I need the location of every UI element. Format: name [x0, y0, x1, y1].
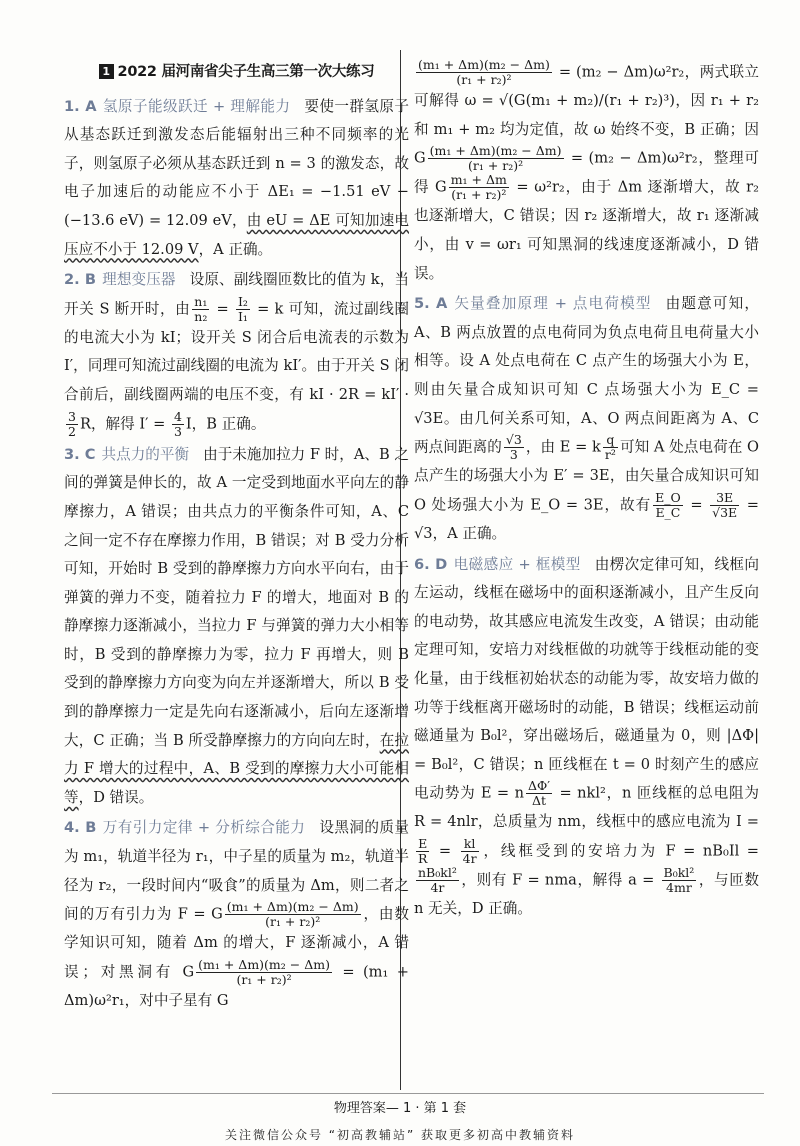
answer-2-frac-1: $\frac{\text{n₁}}{\text{n₂}}$ — [194, 293, 208, 324]
answer-6-text-5: ，则有 F = nma，解得 a = — [460, 871, 660, 889]
answer-3 — [64, 441, 409, 813]
answer-6-text-4: ，线框受到的安培力为 F = nB₀Il = — [480, 842, 759, 860]
answer-4-frac-5: $\frac{\text{m₁ + Δm}}{\text{(r₁ + r₂)²}}$ — [450, 172, 507, 203]
answer-1-number: 1. A — [64, 97, 97, 115]
answer-2-number: 2. B — [64, 271, 97, 289]
right-column — [414, 58, 759, 926]
answer-4 — [64, 814, 409, 1015]
answer-5 — [414, 290, 759, 548]
answer-2-text-4: I，B 正确。 — [185, 415, 266, 433]
answer-6-text-3: = — [431, 842, 459, 860]
answer-4-continued — [414, 58, 759, 288]
set-number-badge: 1 — [99, 64, 114, 79]
answer-6-frac-3: $\frac{kl}{4r}$ — [462, 836, 477, 867]
answer-4-text-5: = (m₂ − Δm)ω²r₂，整理可得 G — [414, 149, 759, 196]
answer-6 — [414, 551, 759, 924]
answer-5-frac-3: $\frac{E\_O}{E\_C}$ — [655, 489, 681, 520]
answer-6-frac-5: $\frac{\text{B₀kl²}}{4mr}$ — [663, 865, 695, 896]
answer-4-frac-4: $\frac{\text{(m₁ + Δm)(m₂ − Δm)}}{\text{(r₁ + r₂)²}}$ — [429, 143, 562, 174]
page-title — [64, 58, 409, 87]
answer-6-frac-4: $\frac{\text{nB₀kl²}}{4r}$ — [418, 865, 457, 896]
answer-5-text-3: 可知 A 处点电荷在 O 点产生的场强大小为 E′ = 3E，由矢量合成知识可知 O 处场强大小为 E_O = 3E，故有 — [414, 438, 759, 514]
answer-4-text-4: = (m₂ − Δm)ω²r₂，两式联立可解得 ω = √(G(m₁ + m₂)/(r₁ + r₂)³)，因 r₁ + r₂ 和 m₁ + m₂ 均为定值，故 ω 始终不变，B 正确；因 G — [414, 63, 759, 167]
answer-1-body: 要使一群氢原子从基态跃迁到激发态后能辐射出三种不同频率的光子，则氢原子必须从基态跃迁到 n = 3 的激发态，故电子加速后的动能应不小于 ΔE₁ = −1.51 eV − (−13.6 eV) = 12.09 eV， — [64, 97, 409, 229]
answer-5-frac-4: $\frac{3E}{√3E}$ — [712, 489, 738, 520]
answer-2-frac-2: $\frac{\text{I₂}}{\text{I₁}}$ — [237, 293, 248, 324]
answer-5-text-5: = √3，A 正确。 — [414, 496, 759, 542]
answer-page — [52, 58, 764, 1098]
answer-1 — [64, 93, 409, 265]
answer-4-text-6: = ω²r₂，由于 Δm 逐渐增大，故 r₂ 也逐渐增大，C 错误；因 r₂ 逐渐增大，故 r₁ 逐渐减小，由 v = ωr₁ 可知黑洞的线速度逐渐减小，D 错误。 — [414, 178, 759, 282]
answer-5-text-4: = — [684, 496, 709, 514]
answer-2 — [64, 266, 409, 439]
answer-5-frac-1: $\frac{√3}{3}$ — [505, 432, 522, 463]
answer-1-wavy-underline: 由 eU = ΔE 可知加速电压应不小于 12.09 V — [64, 211, 409, 258]
answer-2-text-3: R，解得 I′ = — [79, 415, 170, 433]
answer-4-frac-neutron: $\frac{\text{(m₁ + Δm)(m₂ − Δm)}}{\text{(r₁ + r₂)²}}$ — [418, 57, 550, 87]
answer-6-text-1: 由楞次定律可知，线框向左运动，线框在磁场中的面积逐渐减小，且产生反向的电动势，故其感应电流发生改变，A 错误；由动能定理可知，安培力对线框做的功就等于线框动能的变化量，由于线框初始状态的动能为零，故安培力做的功等于线框离开磁场时的动能，B 错误；线框运动前磁通量为 B₀l²，穿出磁场后，磁通量为 0，则 |ΔΦ| = B₀l²，C 错误；n 匝线框在 t = 0 时刻产生的感应电动势为 E = n — [414, 555, 759, 802]
answer-4-frac-gravity: $\frac{\text{(m₁ + Δm)(m₂ − Δm)}}{\text{(r₁ + r₂)²}}$ — [226, 899, 359, 930]
answer-3-topic: 共点力的平衡 — [101, 445, 190, 463]
page-footer: 物理答案— 1 · 第 1 套 — [333, 1101, 467, 1116]
answer-2-text-2: = k 可知，流过副线圈的电流大小为 kI；设开关 S 闭合后电流表的示数为 I′，同理可知流过副线圈的电流为 kI′。由于开关 S 闭合前后，副线圈两端的电压不变，有 kI · 2R = kI′ · — [64, 300, 410, 404]
answer-4-text-3: = (m₁ + Δm)ω²r₁，对中子星有 G — [64, 963, 409, 1009]
answer-4-frac-blackhole: $\frac{\text{(m₁ + Δm)(m₂ − Δm)}}{\text{(r₁ + r₂)²}}$ — [198, 956, 330, 987]
answer-2-frac-3: $\frac{3}{2}$ — [68, 408, 76, 439]
answer-5-frac-2: $\frac{q}{\text{r²}}$ — [604, 432, 616, 463]
answer-4-text-2: ，由数学知识可知，随着 Δm 的增大，F 逐渐减小，A 错误；对黑洞有 G — [64, 905, 409, 981]
answer-2-frac-4: $\frac{4}{3}$ — [173, 408, 182, 439]
answer-2-topic: 理想变压器 — [102, 271, 176, 289]
footer-rule — [52, 1093, 764, 1094]
answer-4-text-1: 设黑洞的质量为 m₁，轨道半径为 r₁，中子星的质量为 m₂，轨道半径为 r₂，一段时间内“吸食”的质量为 Δm，则二者之间的万有引力为 F = G — [64, 819, 409, 923]
answer-1-tail: ，A 正确。 — [198, 240, 273, 258]
answer-4-number: 4. B — [64, 819, 97, 837]
answer-5-number: 5. A — [414, 295, 448, 313]
answer-2-equals: = — [211, 300, 234, 318]
answer-6-frac-2: $\frac{E}{R}$ — [418, 836, 428, 867]
answer-1-topic: 氢原子能级跃迁 + 理解能力 — [102, 97, 291, 115]
answer-4-topic: 万有引力定律 + 分析综合能力 — [102, 819, 306, 837]
answer-6-frac-1: $\frac{\Delta\Phi'}{\Delta t}$ — [527, 778, 551, 809]
answer-6-text-6: ，与匝数 n 无关，D 正确。 — [414, 871, 759, 918]
answer-3-body: 由于未施加拉力 F 时，A、B 之间的弹簧是伸长的，故 A 一定受到地面水平向左的静摩擦力，A 错误；由共点力的平衡条件可知，A、C 之间一定不存在摩擦力作用，B 错误；对 B 受力分析可知，开始时 B 受到的静摩擦力方向水平向右，由于弹簧的弹力不变，随着拉力 F 的增大，地面对 B 的静摩擦力逐渐减小，当拉力 F 与弹簧的弹力大小相等时，B 受到的静摩擦力为零，拉力 F 再增大，则 B 受到的静摩擦力方向变为向左并逐渐增大，所以 B 受到的静摩擦力一定是先向右逐渐减小，后向左逐渐增大，C 正确；当 B 所受静摩擦力的方向向左时， — [64, 445, 409, 749]
promo-note: 关注微信公众号 “初高教辅站” 获取更多初高中教辅资料 — [224, 1128, 576, 1142]
answer-5-text-2: ，由 E = k — [525, 438, 601, 456]
title-text: 2022 届河南省尖子生高三第一次大练习 — [117, 64, 375, 80]
answer-6-topic: 电磁感应 + 框模型 — [453, 555, 581, 573]
answer-5-topic: 矢量叠加原理 + 点电荷模型 — [453, 295, 652, 313]
answer-6-number: 6. D — [414, 555, 448, 573]
left-column — [64, 58, 409, 1018]
answer-5-text-1: 由题意可知，A、B 两点放置的点电荷同为负点电荷且电荷量大小相等。设 A 处点电荷在 C 点产生的场强大小为 E，则由矢量合成知识可知 C 点场强大小为 E_C = √3E。由几何关系可知，A、O 两点间距离为 A、C 两点间距离的 — [414, 295, 759, 456]
answer-6-text-2: = nkl²，n 匝线框的总电阻为 R = 4nlr，总质量为 nm，线框中的感应电流为 I = — [414, 784, 759, 831]
answer-3-tail: ，D 错误。 — [78, 788, 154, 806]
answer-3-wavy-underline: 在拉力 F 增大的过程中，A、B 受到的摩擦力大小可能相等 — [64, 731, 409, 806]
answer-2-text-1: 设原、副线圈匝数比的值为 k，当开关 S 断开时，由 — [64, 271, 409, 318]
answer-3-number: 3. C — [64, 445, 96, 463]
